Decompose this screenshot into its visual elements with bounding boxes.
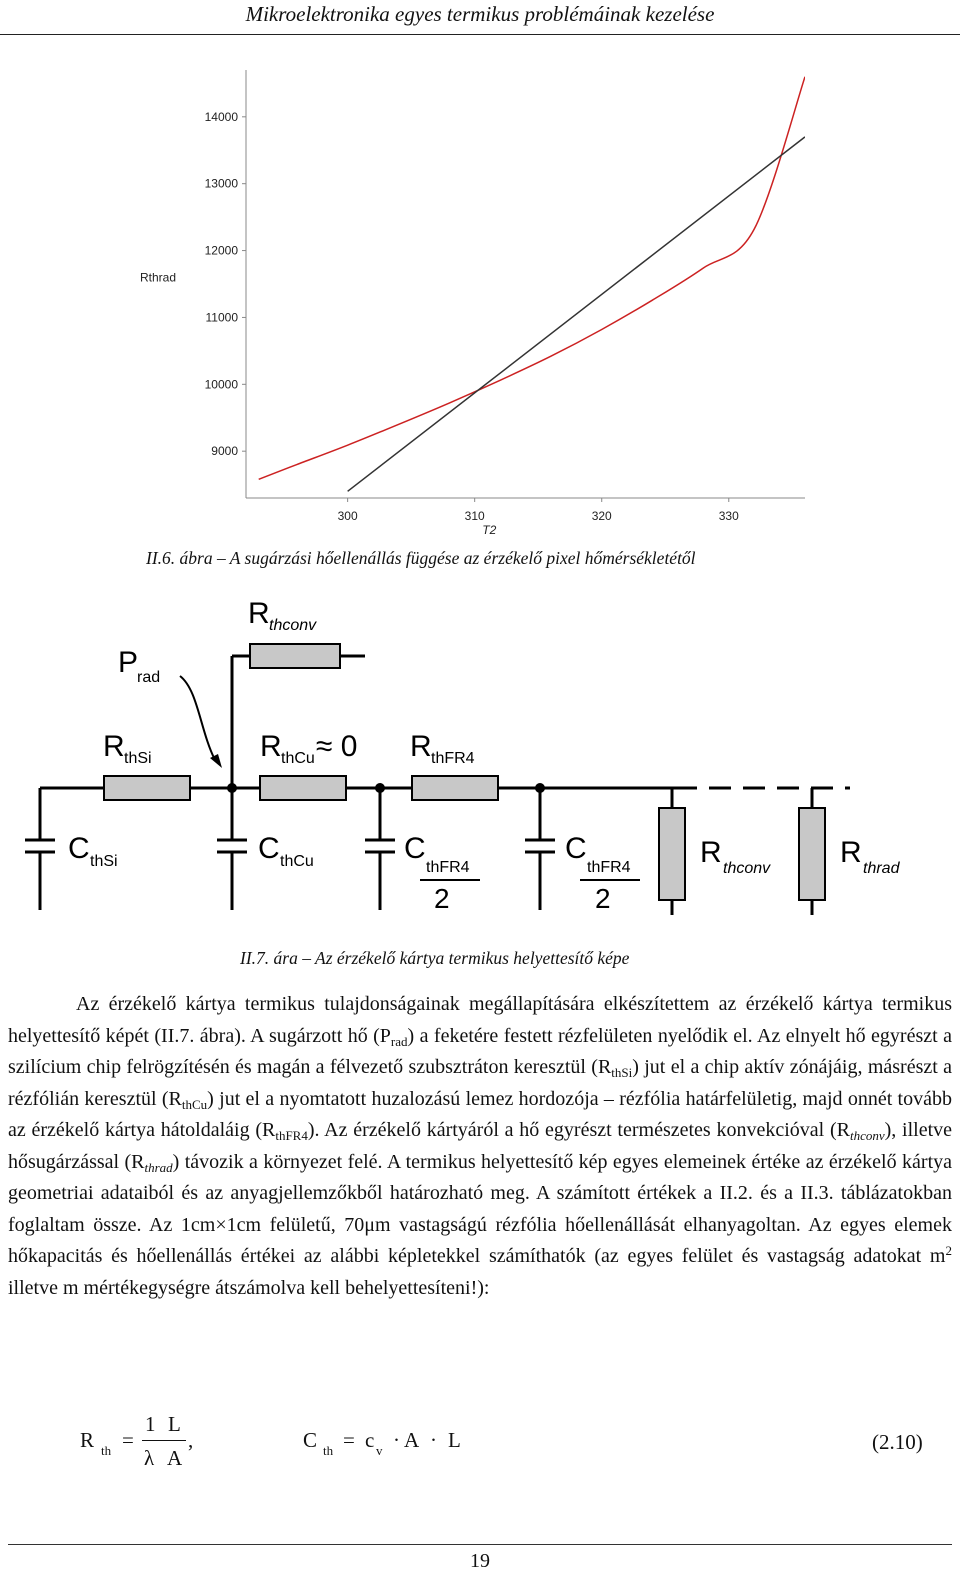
label-rthsi-sub: thSi	[124, 750, 152, 767]
junction-dot	[227, 783, 237, 793]
label-cthcu-sub: thCu	[280, 853, 314, 870]
label-cthfr4b-sub: thFR4	[587, 859, 631, 876]
junction-dot	[375, 783, 385, 793]
x-tick-label: 330	[718, 509, 739, 523]
y-tick-label: 12000	[204, 243, 238, 258]
rthrad-chart	[130, 60, 820, 540]
chart-axes	[140, 70, 805, 537]
label-rthconv-top-sub: thconv	[269, 617, 317, 634]
label-rthfr4: R	[410, 730, 432, 763]
x-tick-label: 310	[464, 509, 485, 523]
label-rthcu-approx: ≈ 0	[316, 730, 358, 763]
y-tick-label: 11000	[205, 310, 238, 325]
header-divider	[0, 34, 960, 35]
running-header: Mikroelektronika egyes termikus problémáinak kezelése	[245, 2, 715, 26]
series-line-1	[259, 77, 805, 480]
series-line-2	[348, 137, 805, 491]
y-tick-label: 14000	[204, 109, 238, 124]
footer-divider	[8, 1544, 952, 1545]
arrow-icon	[210, 754, 222, 768]
label-rthcu-sub: thCu	[281, 750, 315, 767]
chart-series	[259, 77, 805, 492]
label-cthcu: C	[258, 832, 280, 865]
fraction-bar	[142, 1440, 186, 1441]
label-cthsi-sub: thSi	[90, 853, 118, 870]
page-number: 19	[470, 1550, 490, 1572]
label-rthcu: R	[260, 730, 282, 763]
junction-dot	[535, 783, 545, 793]
label-cthfr4b: C	[565, 832, 587, 865]
label-rthsi: R	[103, 730, 125, 763]
y-axis-label: Rthrad	[140, 270, 177, 285]
label-cthsi: C	[68, 832, 90, 865]
label-rthconv-right: R	[700, 836, 722, 869]
figure-caption-1: II.6. ábra – A sugárzási hőellenállás függése az érzékelő pixel hőmérsékletétől	[146, 548, 696, 568]
figure-caption-2: II.7. ára – Az érzékelő kártya termikus helyettesítő képe	[240, 948, 630, 968]
resistor-rthrad-right	[799, 808, 825, 900]
x-axis-label: T2	[482, 523, 497, 537]
label-cthfr4b-den: 2	[595, 883, 611, 914]
label-prad: P	[118, 646, 139, 679]
label-rthfr4-sub: thFR4	[431, 750, 475, 767]
resistor-rthcu	[260, 776, 346, 800]
resistor-rthsi	[104, 776, 190, 800]
label-rthrad-right: R	[840, 836, 862, 869]
thermal-equivalent-circuit	[20, 590, 920, 930]
body-paragraph: Az érzékelő kártya termikus tulajdonságainak megállapítására elkészítettem az érzékelő kártya termikus helyettesítő képét (II.7. ábra). A sugárzott hő $(P_{rad})$ a feketére festett rézfelületen nyelődik el. Az elnyelt hő egyrészt a szilícium chip felrögzítésén és magán a félvezető szubsztráton keresztül $(R_{thSi})$ jut el a chip aktív zónájáig, másrészt a rézfólián keresztül $(R_{thCu})$ jut el a nyomtatott huzalozású lemez hordozója – rézfólia határfelületig, majd onnét tovább az érzékelő kártya hátoldaláig $(R_{thFR4})$. Az érzékelő kártyáról a hő egyrészt természetes konvekcióval $(R_{thconv})$, illetve hősugárzással $(R_{thrad})$ távozik a környezet felé. A termikus helyettesítő kép egyes elemeinek értéke az érzékelő kártya geometriai adataiból és az anyagjellemzőkből határozható meg. A számított értékek a II.2. és a II.3. táblázatokban foglaltam össze. Az 1cm×1cm felületű, 70μm vastagságú rézfólia hőellenállását elhanyagoltan. Az egyes elemek hőkapacitás és hőellenállás értékei az alábbi képletekkel számíthatók (az egyes felület és vastagság adatokat $m^2$ illetve m mértékegységre átszámolva kell behelyettesíteni!):	[8, 993, 953, 1299]
label-prad-sub: rad	[137, 669, 161, 686]
label-cthfr4a: C	[404, 832, 426, 865]
resistor-rthconv-right	[659, 808, 685, 900]
y-tick-label: 9000	[211, 444, 238, 459]
x-tick-label: 300	[337, 509, 358, 523]
y-tick-label: 13000	[204, 176, 238, 191]
resistor-rthconv-top	[250, 644, 340, 668]
label-rthrad-right-sub: thrad	[863, 860, 900, 877]
y-tick-label: 10000	[204, 377, 238, 392]
label-cthfr4a-den: 2	[434, 883, 450, 914]
label-cthfr4a-sub: thFR4	[426, 859, 470, 876]
label-rthconv-right-sub: thconv	[723, 860, 771, 877]
resistor-rthfr4	[412, 776, 498, 800]
x-tick-label: 320	[591, 509, 612, 523]
label-rthconv-top: R	[248, 597, 270, 630]
